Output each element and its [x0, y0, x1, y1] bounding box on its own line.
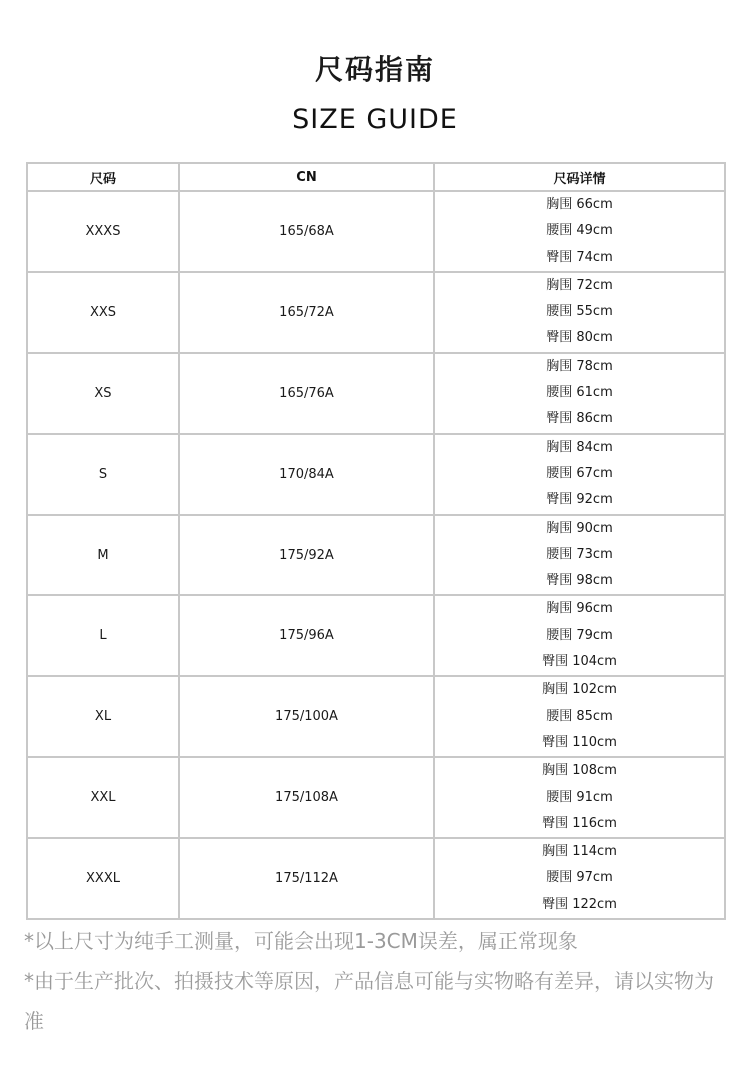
- table-row: [27, 838, 725, 919]
- details-cell: [434, 434, 725, 515]
- detail-measurement: 臀围 74cm: [546, 249, 613, 265]
- table-row: [27, 272, 725, 353]
- size-cell: XXXL: [27, 838, 179, 919]
- cn-cell: 165/76A: [179, 353, 434, 434]
- header-size: 尺码: [27, 163, 179, 191]
- detail-measurement: 腰围 49cm: [546, 223, 613, 239]
- table-header-row: [27, 163, 725, 191]
- cn-cell: 175/100A: [179, 676, 434, 757]
- page-subtitle: SIZE GUIDE: [292, 104, 458, 135]
- note-disclaimer: *由于生产批次、拍摄技术等原因，产品信息可能与实物略有差异，请以实物为准: [24, 969, 714, 1033]
- detail-measurement: 臀围 80cm: [546, 330, 613, 346]
- detail-measurement: 臀围 116cm: [542, 815, 617, 831]
- detail-measurement: 臀围 86cm: [546, 411, 613, 427]
- size-cell: S: [27, 434, 179, 515]
- size-cell: XS: [27, 353, 179, 434]
- table-row: [27, 757, 725, 838]
- table-row: [27, 353, 725, 434]
- page-title: 尺码指南: [314, 53, 435, 86]
- detail-measurement: 臀围 122cm: [542, 896, 617, 912]
- table-row: [27, 434, 725, 515]
- detail-measurement: 腰围 61cm: [546, 385, 613, 401]
- details-cell: [434, 595, 725, 676]
- detail-measurement: 胸围 72cm: [546, 277, 613, 293]
- detail-measurement: 腰围 79cm: [546, 627, 613, 643]
- table-row: [27, 676, 725, 757]
- cn-cell: 175/96A: [179, 595, 434, 676]
- detail-measurement: 胸围 84cm: [546, 439, 613, 455]
- details-cell: [434, 757, 725, 838]
- detail-measurement: 胸围 108cm: [542, 763, 617, 779]
- cn-cell: 165/72A: [179, 272, 434, 353]
- size-guide-table: [26, 162, 726, 920]
- cn-cell: 175/92A: [179, 515, 434, 596]
- note-measurement: *以上尺寸为纯手工测量，可能会出现1-3CM误差，属正常现象: [24, 929, 578, 953]
- details-cell: [434, 272, 725, 353]
- header-details: 尺码详情: [434, 163, 725, 191]
- details-cell: [434, 191, 725, 272]
- detail-measurement: 胸围 102cm: [542, 682, 617, 698]
- detail-measurement: 腰围 85cm: [546, 708, 613, 724]
- detail-measurement: 胸围 66cm: [546, 197, 613, 212]
- cn-cell: 175/108A: [179, 757, 434, 838]
- detail-measurement: 腰围 91cm: [546, 789, 613, 805]
- detail-measurement: 腰围 97cm: [546, 870, 613, 886]
- details-cell: [434, 838, 725, 919]
- table-row: [27, 191, 725, 272]
- detail-measurement: 腰围 73cm: [546, 546, 613, 562]
- detail-measurement: 胸围 96cm: [546, 601, 613, 617]
- detail-measurement: 胸围 78cm: [546, 358, 613, 374]
- cn-cell: 175/112A: [179, 838, 434, 919]
- size-cell: M: [27, 515, 179, 596]
- detail-measurement: 胸围 114cm: [542, 844, 617, 860]
- table-row: [27, 515, 725, 596]
- detail-measurement: 腰围 55cm: [546, 304, 613, 320]
- details-cell: [434, 515, 725, 596]
- detail-measurement: 胸围 90cm: [546, 520, 613, 536]
- table-row: [27, 595, 725, 676]
- detail-measurement: 臀围 98cm: [546, 573, 613, 589]
- header-cn: CN: [179, 163, 434, 191]
- cn-cell: 170/84A: [179, 434, 434, 515]
- size-cell: XL: [27, 676, 179, 757]
- detail-measurement: 臀围 104cm: [542, 654, 617, 670]
- size-cell: XXL: [27, 757, 179, 838]
- size-cell: XXS: [27, 272, 179, 353]
- cn-cell: 165/68A: [179, 191, 434, 272]
- detail-measurement: 臀围 92cm: [546, 492, 613, 508]
- detail-measurement: 腰围 67cm: [546, 465, 613, 481]
- detail-measurement: 臀围 110cm: [542, 734, 617, 750]
- size-cell: XXXS: [27, 191, 179, 272]
- details-cell: [434, 676, 725, 757]
- size-cell: L: [27, 595, 179, 676]
- details-cell: [434, 353, 725, 434]
